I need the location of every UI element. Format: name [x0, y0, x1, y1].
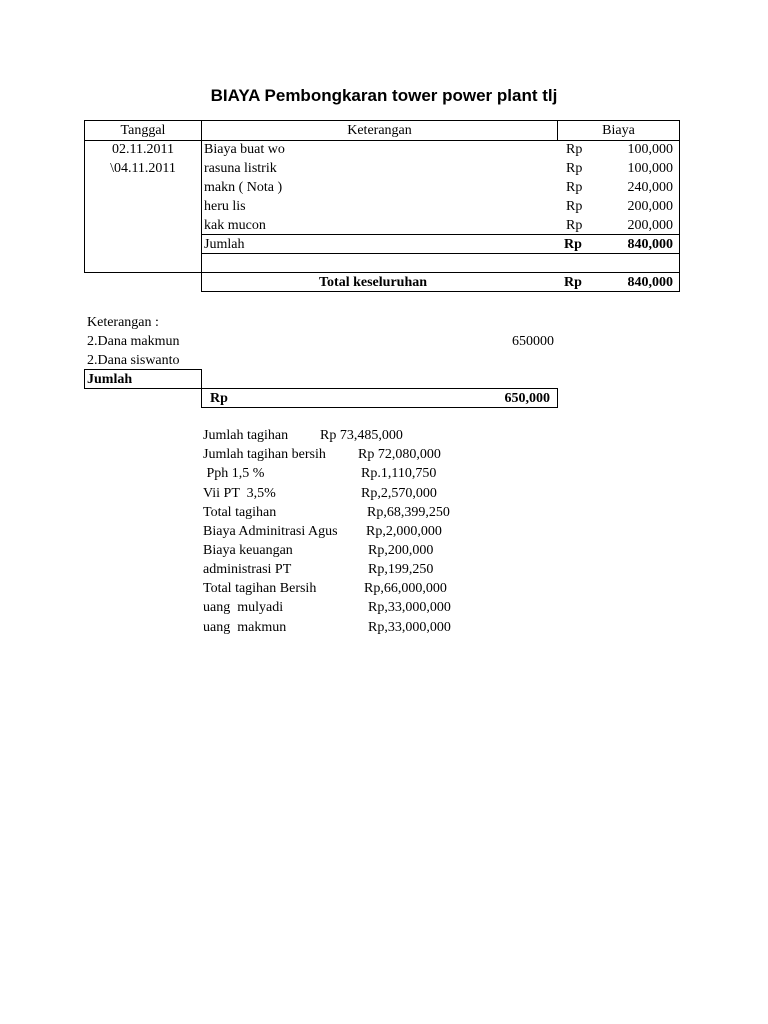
notes-jumlah-left: [84, 369, 85, 389]
date-col-bottom: [84, 272, 201, 273]
notes-total-amount: 650,000: [504, 391, 550, 406]
jumlah-amount: 840,000: [627, 237, 673, 252]
row-desc: rasuna listrik: [204, 161, 277, 176]
row-amount: 200,000: [627, 218, 673, 233]
billing-label: uang mulyadi: [203, 600, 284, 615]
billing-value: Rp 72,080,000: [358, 447, 441, 462]
billing-value: Rp.1,110,750: [361, 466, 437, 481]
row-amount: 240,000: [627, 180, 673, 195]
header-keterangan: Keterangan: [347, 123, 412, 138]
table-border-right: [679, 120, 680, 292]
row-desc: makn ( Nota ): [204, 180, 283, 195]
notes-total-currency: Rp: [210, 391, 228, 406]
billing-label: Jumlah tagihan bersih: [203, 447, 326, 462]
date-end: \04.11.2011: [110, 161, 176, 176]
page-title: BIAYA Pembongkaran tower power plant tlj: [210, 86, 558, 105]
billing-value: Rp,68,399,250: [367, 505, 450, 520]
notes-jumlah-right: [201, 369, 202, 408]
row-currency: Rp: [566, 142, 583, 157]
row-desc: Biaya buat wo: [204, 142, 285, 157]
billing-value: Rp,200,000: [368, 543, 434, 558]
row-amount: 100,000: [627, 161, 673, 176]
row-desc: heru lis: [204, 199, 246, 214]
notes-jumlah-label: Jumlah: [87, 372, 133, 387]
billing-label: Pph 1,5 %: [203, 466, 265, 481]
row-amount: 100,000: [627, 142, 673, 157]
jumlah-label: Jumlah: [204, 237, 245, 252]
note-label: 2.Dana siswanto: [87, 353, 180, 368]
billing-label: Total tagihan Bersih: [203, 581, 317, 596]
note-value: 650000: [512, 334, 554, 349]
billing-label: Total tagihan: [203, 505, 277, 520]
billing-value: Rp,33,000,000: [368, 620, 451, 635]
total-label: Total keseluruhan: [319, 275, 428, 290]
row-currency: Rp: [566, 199, 583, 214]
billing-value: Rp,2,000,000: [366, 524, 442, 539]
total-currency: Rp: [564, 275, 582, 290]
header-tanggal: Tanggal: [120, 123, 166, 138]
billing-label: Biaya keuangan: [203, 543, 293, 558]
row-currency: Rp: [566, 218, 583, 233]
billing-label: administrasi PT: [203, 562, 292, 577]
date-start: 02.11.2011: [112, 142, 174, 157]
billing-value: Rp,2,570,000: [361, 486, 437, 501]
billing-value: Rp,66,000,000: [364, 581, 447, 596]
row-currency: Rp: [566, 180, 583, 195]
col-divider-1: [201, 120, 202, 292]
notes-heading: Keterangan :: [87, 315, 159, 330]
billing-value: Rp,33,000,000: [368, 600, 451, 615]
total-amount: 840,000: [627, 275, 673, 290]
billing-label: uang makmun: [203, 620, 287, 635]
billing-label: Jumlah tagihan: [203, 428, 289, 443]
jumlah-currency: Rp: [564, 237, 582, 252]
row-amount: 200,000: [627, 199, 673, 214]
notes-total-right: [557, 388, 558, 408]
header-biaya: Biaya: [602, 123, 635, 138]
billing-label: Biaya Adminitrasi Agus: [203, 524, 338, 539]
billing-label: Vii PT 3,5%: [203, 486, 276, 501]
billing-value: Rp 73,485,000: [320, 428, 403, 443]
row-desc: kak mucon: [204, 218, 266, 233]
note-label: 2.Dana makmun: [87, 334, 180, 349]
row-currency: Rp: [566, 161, 583, 176]
billing-value: Rp,199,250: [368, 562, 434, 577]
